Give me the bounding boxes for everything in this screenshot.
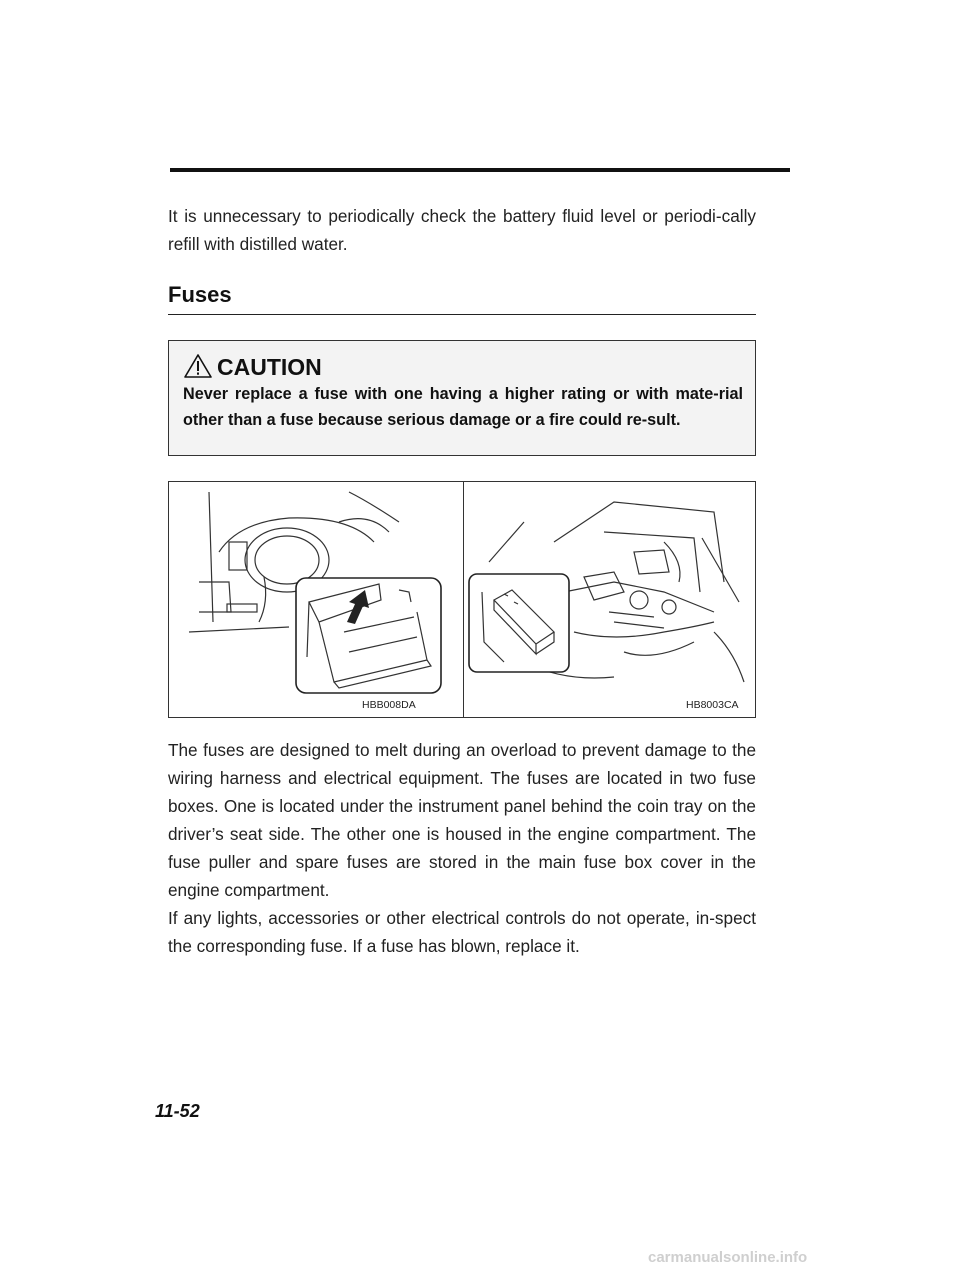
header-rule bbox=[170, 168, 790, 172]
fuse-location-figure bbox=[168, 481, 756, 718]
intro-paragraph: It is unnecessary to periodically check the battery fluid level or periodi-cally refill with distilled water. bbox=[168, 206, 756, 254]
instrument-panel-illustration bbox=[169, 482, 463, 717]
body-paragraph-2: If any lights, accessories or other electrical controls do not operate, in-spect the corresponding fuse. If a fuse has blown, replace it. bbox=[168, 908, 756, 956]
warning-triangle-icon bbox=[183, 353, 213, 379]
left-figure-code: HBB008DA bbox=[362, 699, 416, 711]
page-number: 11-52 bbox=[155, 1101, 200, 1121]
section-rule bbox=[168, 314, 756, 315]
fuses-description bbox=[168, 736, 756, 960]
section-title: Fuses bbox=[168, 282, 232, 307]
caution-title: CAUTION bbox=[217, 354, 322, 380]
caution-box bbox=[168, 340, 756, 456]
watermark: carmanualsonline.info bbox=[648, 1249, 808, 1266]
right-figure-code: HB8003CA bbox=[686, 699, 739, 711]
engine-compartment-illustration bbox=[464, 482, 755, 717]
body-paragraph-1: The fuses are designed to melt during an overload to prevent damage to the wiring harness and electrical equipment. The fuses are located in two fuse boxes. One is located under the instrument panel behind the coin tray on the driver’s seat side. The other one is housed in the engine compartment. The fuse puller and spare fuses are stored in the main fuse box cover in the engine compartment. bbox=[168, 740, 756, 900]
caution-text: Never replace a fuse with one having a higher rating or with mate-rial other than a fuse because serious damage or a fire could re-sult. bbox=[183, 385, 743, 429]
caution-heading bbox=[183, 353, 322, 379]
